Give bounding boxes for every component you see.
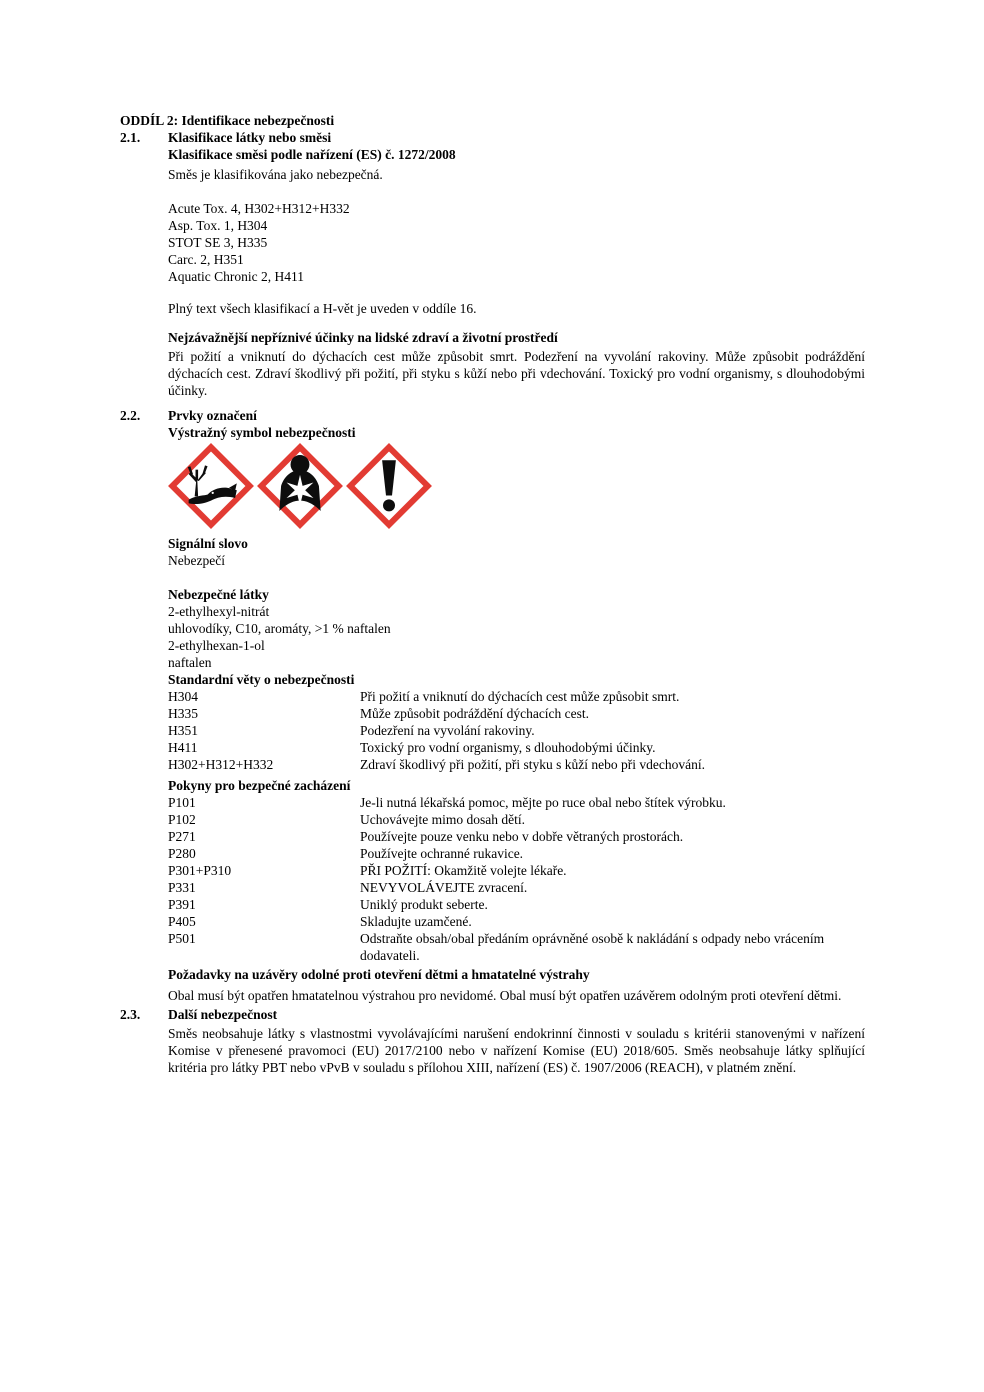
h-statement-row [168, 705, 865, 722]
closures-text: Obal musí být opatřen hmatatelnou výstrahou pro nevidomé. Obal musí být opatřen uzávěrem odolným proti otevření dětmi. [168, 988, 842, 1003]
ghs09-environment-pictogram [168, 443, 254, 529]
hazardous-substance: uhlovodíky, C10, aromáty, >1 % naftalen [168, 621, 391, 636]
h-statement-row [168, 688, 865, 705]
hazardous-substance: 2-ethylhexan-1-ol [168, 638, 265, 653]
h-statement-text: Při požití a vniknutí do dýchacích cest může způsobit smrt. [360, 689, 680, 704]
p-statement-code: P391 [168, 897, 196, 912]
h-statement-row [168, 739, 865, 756]
section-2-3-row [120, 1006, 865, 1023]
section-2-2-row [120, 407, 865, 424]
section-2-3-title: Další nebezpečnost [168, 1007, 278, 1022]
p-statements-title: Pokyny pro bezpečné zacházení [168, 778, 351, 793]
h-statement-text: Podezření na vyvolání rakoviny. [360, 723, 535, 738]
full-text-note: Plný text všech klasifikací a H-vět je uveden v oddíle 16. [168, 301, 477, 316]
p-statement-row [168, 811, 865, 828]
p-statement-code: P405 [168, 914, 196, 929]
classification-item: Asp. Tox. 1, H304 [168, 218, 268, 233]
p-statement-code: P501 [168, 931, 196, 946]
section-2-2-title: Prvky označení [168, 408, 257, 423]
h-statement-row [168, 722, 865, 739]
p-statement-code: P280 [168, 846, 196, 861]
hazardous-substance: 2-ethylhexyl-nitrát [168, 604, 270, 619]
p-statement-text: Odstraňte obsah/obal předáním oprávněné osobě k nakládání s odpady nebo vrácením dodavateli. [360, 931, 825, 963]
h-statement-code: H302+H312+H332 [168, 757, 274, 772]
p-statement-row [168, 794, 865, 811]
p-statement-text: Je-li nutná lékařská pomoc, mějte po ruce obal nebo štítek výrobku. [360, 795, 726, 810]
p-statement-row [168, 845, 865, 862]
adverse-effects-title: Nejzávažnější nepříznivé účinky na lidské zdraví a životní prostředí [168, 330, 558, 345]
signal-word-title: Signální slovo [168, 536, 248, 551]
section-2-1-row [120, 129, 865, 146]
p-statement-code: P301+P310 [168, 863, 232, 878]
p-statement-text: Používejte ochranné rukavice. [360, 846, 524, 861]
pictogram-section-title: Výstražný symbol nebezpečnosti [168, 425, 356, 440]
classification-item: Carc. 2, H351 [168, 252, 244, 267]
p-statement-row [168, 930, 865, 964]
classification-intro: Směs je klasifikována jako nebezpečná. [168, 167, 383, 182]
section-2-1-title: Klasifikace látky nebo směsi [168, 130, 332, 145]
h-statements-title: Standardní věty o nebezpečnosti [168, 672, 355, 687]
classification-item: STOT SE 3, H335 [168, 235, 268, 250]
h-statement-code: H351 [168, 723, 198, 738]
signal-word: Nebezpečí [168, 553, 225, 568]
section-2-2-number: 2.2. [120, 408, 141, 423]
hazardous-substance: naftalen [168, 655, 212, 670]
hazardous-substances-title: Nebezpečné látky [168, 587, 269, 602]
ghs-pictogram-row [168, 443, 865, 529]
classification-list [168, 200, 865, 285]
h-statement-text: Toxický pro vodní organismy, s dlouhodobými účinky. [360, 740, 656, 755]
classification-item: Aquatic Chronic 2, H411 [168, 269, 304, 284]
h-statement-code: H411 [168, 740, 198, 755]
h-statement-code: H335 [168, 706, 198, 721]
h-statement-text: Zdraví škodlivý při požití, při styku s kůží nebo při vdechování. [360, 757, 705, 772]
p-statement-code: P331 [168, 880, 196, 895]
classification-item: Acute Tox. 4, H302+H312+H332 [168, 201, 350, 216]
p-statement-text: Uchovávejte mimo dosah dětí. [360, 812, 525, 827]
p-statement-text: NEVYVOLÁVEJTE zvracení. [360, 880, 528, 895]
p-statement-row [168, 828, 865, 845]
p-statement-row [168, 896, 865, 913]
ghs07-exclamation-pictogram [346, 443, 432, 529]
p-statement-row [168, 913, 865, 930]
adverse-effects-text: Při požití a vniknutí do dýchacích cest může způsobit smrt. Podezření na vyvolání rakoviny. Může způsobit podráždění dýchacích cest. Zdraví škodlivý při požití, při styku s kůží nebo při vdechování. Toxický pro vodní organismy, s dlouhodobými účinky. [168, 349, 865, 398]
section-heading: ODDÍL 2: Identifikace nebezpečnosti [120, 113, 335, 128]
h-statement-row [168, 756, 865, 773]
h-statement-text: Může způsobit podráždění dýchacích cest. [360, 706, 590, 721]
h-statement-code: H304 [168, 689, 198, 704]
classification-regulation-subtitle: Klasifikace směsi podle nařízení (ES) č. 1272/2008 [168, 147, 456, 162]
p-statement-code: P271 [168, 829, 196, 844]
closures-title: Požadavky na uzávěry odolné proti otevření dětmi a hmatatelné výstrahy [168, 967, 590, 982]
other-hazards-text: Směs neobsahuje látky s vlastnostmi vyvolávajícími narušení endokrinní činnosti v souladu s kritérii stanovenými v nařízení Komise v přenesené pravomoci (EU) 2017/2100 nebo v nařízení Komise (EU) 2018/605. Směs neobsahuje látky splňující kritéria pro látky PBT nebo vPvB v souladu s přílohou XIII, nařízení (ES) č. 1907/2006 (REACH), v platném znění. [168, 1026, 865, 1075]
section-2-3-number: 2.3. [120, 1007, 141, 1022]
p-statement-code: P102 [168, 812, 196, 827]
section-2-1-number: 2.1. [120, 130, 141, 145]
p-statement-text: Skladujte uzamčené. [360, 914, 472, 929]
p-statement-code: P101 [168, 795, 196, 810]
p-statement-row [168, 862, 865, 879]
ghs08-health-hazard-pictogram [257, 443, 343, 529]
p-statement-row [168, 879, 865, 896]
p-statement-text: Používejte pouze venku nebo v dobře větraných prostorách. [360, 829, 684, 844]
p-statement-text: PŘI POŽITÍ: Okamžitě volejte lékaře. [360, 863, 567, 878]
p-statement-text: Uniklý produkt seberte. [360, 897, 488, 912]
